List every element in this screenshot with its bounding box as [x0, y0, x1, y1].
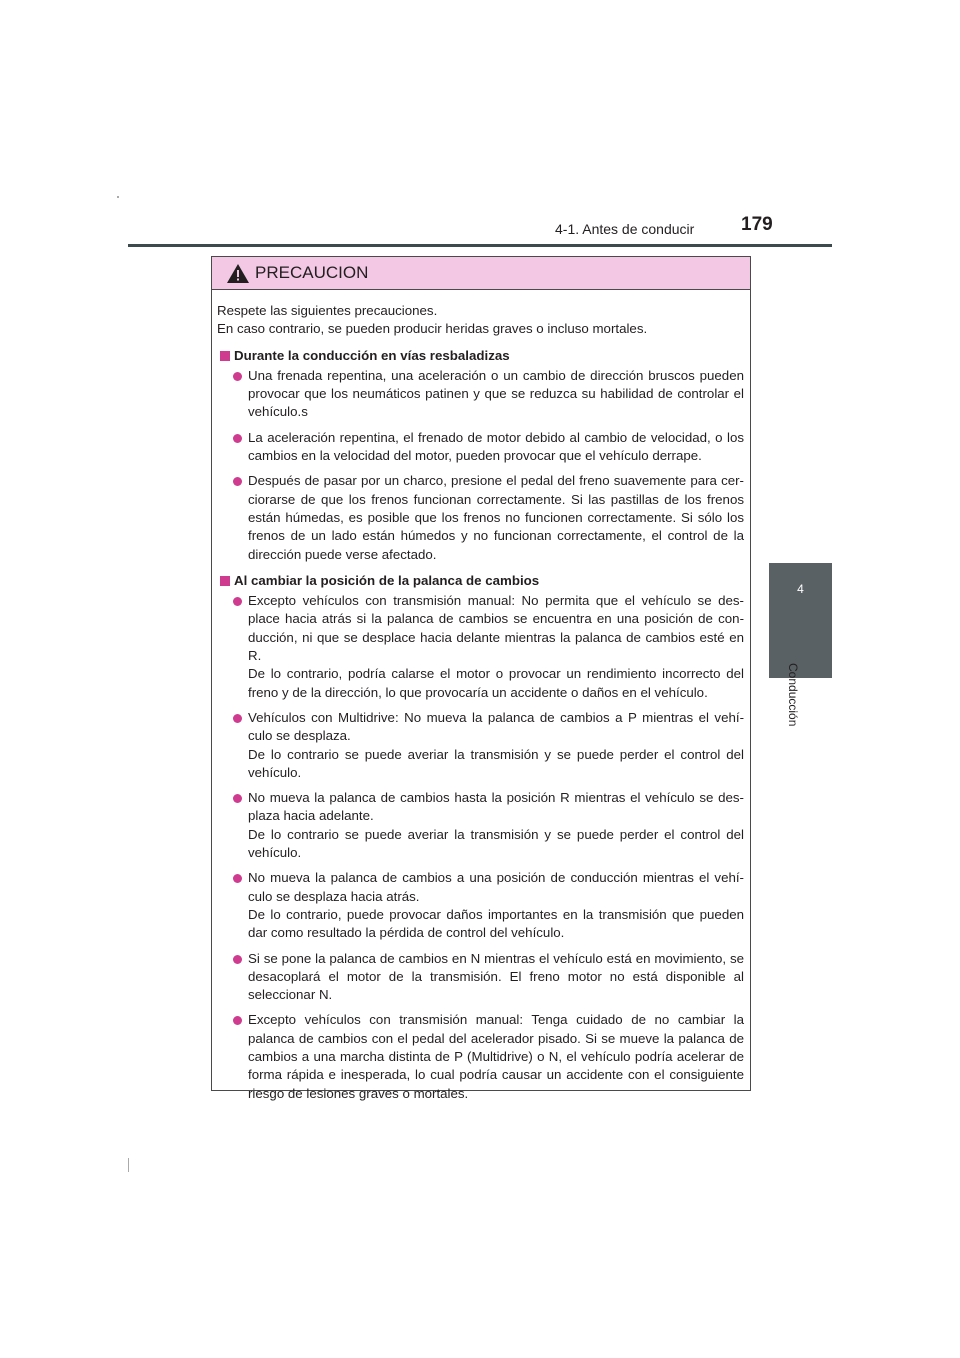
chapter-number: 4 [797, 582, 804, 596]
circle-bullet-icon [233, 794, 242, 803]
circle-bullet-icon [233, 874, 242, 883]
header-rule [128, 244, 832, 247]
list-item-text: Excepto vehículos con transmisión manual: Tenga cuidado de no cambiar la palanca de cambios con el pedal del acelerador pisado. Si se mueve la palanca de cambios a una marcha distinta de P (Multidrive) o N, el vehículo podría acelerar de forma rápida e inesperada, lo cual podría causar un accidente con el consiguiente riesgo de lesiones graves o mortales. [248, 1012, 744, 1101]
list-item [217, 869, 744, 942]
circle-bullet-icon [233, 597, 242, 606]
list-item-text: Vehículos con Multidrive: No mueva la palanca de cambios a P mientras el vehí-culo se desplaza. [248, 709, 744, 744]
list-item [217, 429, 744, 466]
circle-bullet-icon [233, 372, 242, 381]
warning-header [212, 257, 750, 290]
list-item [217, 789, 744, 862]
circle-bullet-icon [233, 434, 242, 443]
intro-line: Respete las siguientes precauciones. [217, 303, 438, 318]
list-item-text: Después de pasar por un charco, presione el pedal del freno suavemente para cer-ciorarse de que los frenos funcionan correctamente. Si las pastillas de los frenos están húmedas, es posible que los frenos no funcionen correctamente. Si sólo los frenos de un lado están húmedos y no funcionan correctamente, el control de la dirección puede verse afectado. [248, 473, 744, 562]
list-item-text: Excepto vehículos con transmisión manual: No permita que el vehículo se des-place hacia atrás si la palanca de cambios se encuentra en una posición de con-ducción, ni que se desplace hacia delante mientras la palanca de cambios esté en R. [248, 593, 744, 664]
warning-intro [217, 302, 744, 339]
list-item-text: No mueva la palanca de cambios a una posición de conducción mientras el vehí-culo se desplaza hacia atrás. [248, 870, 744, 904]
warning-title: PRECAUCION [255, 263, 369, 282]
warning-triangle-icon [226, 263, 250, 284]
page-number: 179 [741, 214, 773, 235]
list-item-text: Si se pone la palanca de cambios en N mientras el vehículo está en movimiento, se desacoplará el motor de la transmisión. El freno motor no está disponible al seleccionar N. [248, 950, 744, 1003]
margin-mark [117, 196, 119, 198]
circle-bullet-icon [233, 477, 242, 486]
list-item-text: La aceleración repentina, el frenado de motor debido al cambio de velocidad, o los cambios en la velocidad del motor, pueden provocar que el vehículo derrape. [248, 429, 744, 464]
list-item-text: De lo contrario, puede provocar daños importantes en la transmisión que pueden dar como resultado la pérdida de control del vehículo. [248, 906, 744, 941]
list-item-text: De lo contrario se puede averiar la transmisión y se puede perder el control del vehículo. [248, 826, 744, 861]
circle-bullet-icon [233, 1016, 242, 1025]
list-item [217, 367, 744, 422]
list-item-text: Una frenada repentina, una aceleración o un cambio de dirección bruscos pueden provocar que los neumáticos patinen y que se reduzca su habilidad de controlar el vehículo.s [248, 367, 744, 420]
circle-bullet-icon [233, 955, 242, 964]
list-item [217, 709, 744, 782]
list-item-text: De lo contrario, podría calarse el motor o provocar un rendimiento incorrecto del freno y de la dirección, lo que provocaría un accidente o daños en el vehículo. [248, 666, 744, 700]
section-heading [217, 347, 744, 365]
section-heading-text: Durante la conducción en vías resbaladizas [234, 347, 510, 363]
chapter-tab [769, 563, 832, 678]
square-bullet-icon [220, 576, 230, 586]
list-item [217, 950, 744, 1005]
list-item-text: No mueva la palanca de cambios hasta la posición R mientras el vehículo se des-plaza hacia adelante. [248, 790, 744, 824]
list-item [217, 472, 744, 563]
chapter-label: Conducción [786, 663, 800, 727]
warning-body [212, 290, 750, 1103]
list-item [217, 1011, 744, 1102]
square-bullet-icon [220, 351, 230, 361]
list-item-text: De lo contrario se puede averiar la transmisión y se puede perder el control del vehículo. [248, 746, 744, 780]
warning-box [211, 256, 751, 1101]
section-heading-text: Al cambiar la posición de la palanca de cambios [234, 572, 540, 588]
section-title: 4-1. Antes de conducir [555, 221, 695, 237]
margin-mark [128, 1158, 129, 1172]
section-heading [217, 572, 744, 590]
intro-line: En caso contrario, se pueden producir heridas graves o incluso mortales. [217, 321, 648, 337]
list-item [217, 592, 744, 702]
circle-bullet-icon [233, 714, 242, 723]
